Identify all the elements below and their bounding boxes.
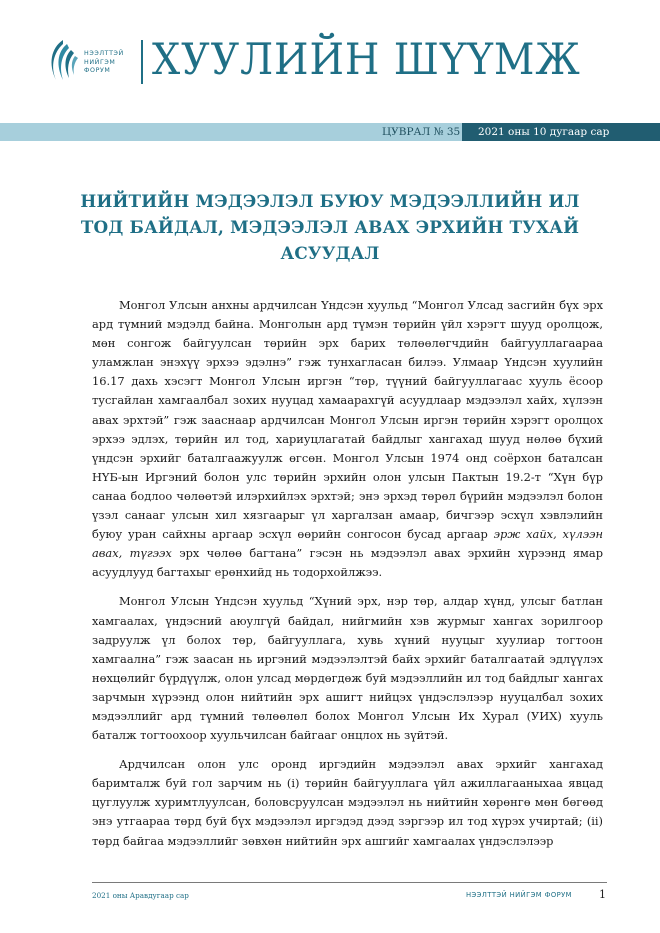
emphasized-text: эрж хайх, хүлээн авах, түгээх (92, 527, 603, 561)
org-line: ФОРУМ (84, 67, 111, 75)
paragraph: Ардчилсан олон улс оронд иргэдийн мэдээлэл авах эрхийг хангахад баримталж буй гол зарчим нь (i) төрийн байгууллага үйл ажиллагааныхаа явцад цуглуулж хуримтлуулсан, боловсруулсан мэдээлэл нь нийтийн хөрөнгө мөн бөгөөд энэ утгаараа төрд буй бүх мэдээлэл иргэдэд дээд зэргээр ил тод хүрэх учиртай; (ii) төрд байгаа мэдээллийг зөвхөн нийтийн эрх ашгийг хамгаалах үндэслэлээр (92, 757, 603, 848)
footer-date: 2021 оны Аравдугаар сар (92, 891, 189, 900)
forum-leaf-logo-icon (45, 38, 81, 84)
issue-date: 2021 оны 10 дугаар сар (478, 126, 610, 138)
org-line: НЭЭЛТТЭЙ (84, 50, 124, 57)
article-title: НИЙТИЙН МЭДЭЭЛЭЛ БУЮУ МЭДЭЭЛЛИЙН ИЛ ТОД БАЙДАЛ, МЭДЭЭЛЭЛ АВАХ ЭРХИЙН ТУХАЙ АСУУДАЛ (80, 191, 580, 263)
page-number: 1 (599, 888, 606, 901)
paragraph-text: эрх чөлөө багтана” гэсэн нь мэдээлэл авах эрхийн хүрээнд ямар асуудлууд багтахыг ерөнхийд нь тодорхойлжээ. (92, 546, 603, 580)
org-name (84, 50, 124, 76)
org-line: НИЙГЭМ (84, 58, 116, 66)
paragraph: Монгол Улсын Үндсэн хуульд “Хүний эрх, нэр төр, алдар хүнд, улсыг батлан хамгаалах, үндэсний аюулгүй байдал, нийгмийн хэв журмыг хангах зорилгоор задруулж үл болох төр, байгууллага, хувь хүний нууцыг хуулиар тогтоон хамгаална” гэж заасан нь иргэний мэдээлэлтэй байх эрхийг баталгаатай эдлүүлэх нөхцөлийг бүрдүүлж, олон улсад мөрдөгдөж буй мэдээллийн ил тод байдлыг хангах зарчмын хүрээнд олон нийтийн эрх ашигт нийцэх үндэслэлээр нууцалбал зохих мэдээллийг ард түмний төлөөлөл болох Монгол Улсын Их Хурал (УИХ) хууль баталж тогтоохоор хуульчилсан байгааг онцлох нь зүйтэй. (92, 594, 603, 743)
header-divider (141, 40, 143, 84)
issue-number: ЦУВРАЛ № 35 (382, 126, 461, 138)
paragraph-text: Монгол Улсын анхны ардчилсан Үндсэн хуульд “Монгол Улсад засгийн бүх эрх ард түмний мэдэлд байна. Монголын ард түмэн төрийн үйл хэрэгт шууд оролцож, мөн сонгож байгуулсан төрийн эрх барих төлөөлөгчдийн байгууллагаараа уламжлан энэхүү эрхээ эдэлнэ” гэж тунхагласан билээ. Улмаар Үндсэн хуулийн 16.17 дахь хэсэгт Монгол Улсын иргэн “төр, түүний байгууллагаас хууль ёсоор тусгайлан хамгаалбал зохих нууцад хамаарахгүй асуудлаар мэдээлэл хайх, хүлээн авах эрхтэй” гэж зааснаар ардчилсан Монгол Улсын иргэн төрийн хэрэгт оролцох эрхээ эдлэх, төрийн ил тод, хариуцлагатай байдлыг хангахад шууд нөлөө бүхий үндсэн эрхийг баталгаажуулж өгсөн. Монгол Улсын 1974 онд соёрхон баталсан НҮБ-ын Иргэний болон улс төрийн эрхийн олон улсын Пактын 19.2-т “Хүн бүр санаа бодлоо чөлөөтэй илэрхийлэх эрхтэй; энэ эрхэд төрөл бүрийн мэдээлэл болон үзэл санааг улсын хил хязгаарыг үл харгалзан амаар, бичгээр эсхүл хэвлэлийн буюу уран сайхны аргаар эсхүл өөрийн сонгосон бусад аргаар (92, 298, 603, 542)
paragraph (92, 296, 603, 582)
footer-divider (92, 882, 607, 883)
magazine-title: ХУУЛИЙН ШҮҮМЖ (152, 35, 581, 85)
article-body (92, 296, 603, 861)
footer-org: НЭЭЛТТЭЙ НИЙГЭМ ФОРУМ (466, 891, 572, 899)
masthead (0, 0, 660, 120)
